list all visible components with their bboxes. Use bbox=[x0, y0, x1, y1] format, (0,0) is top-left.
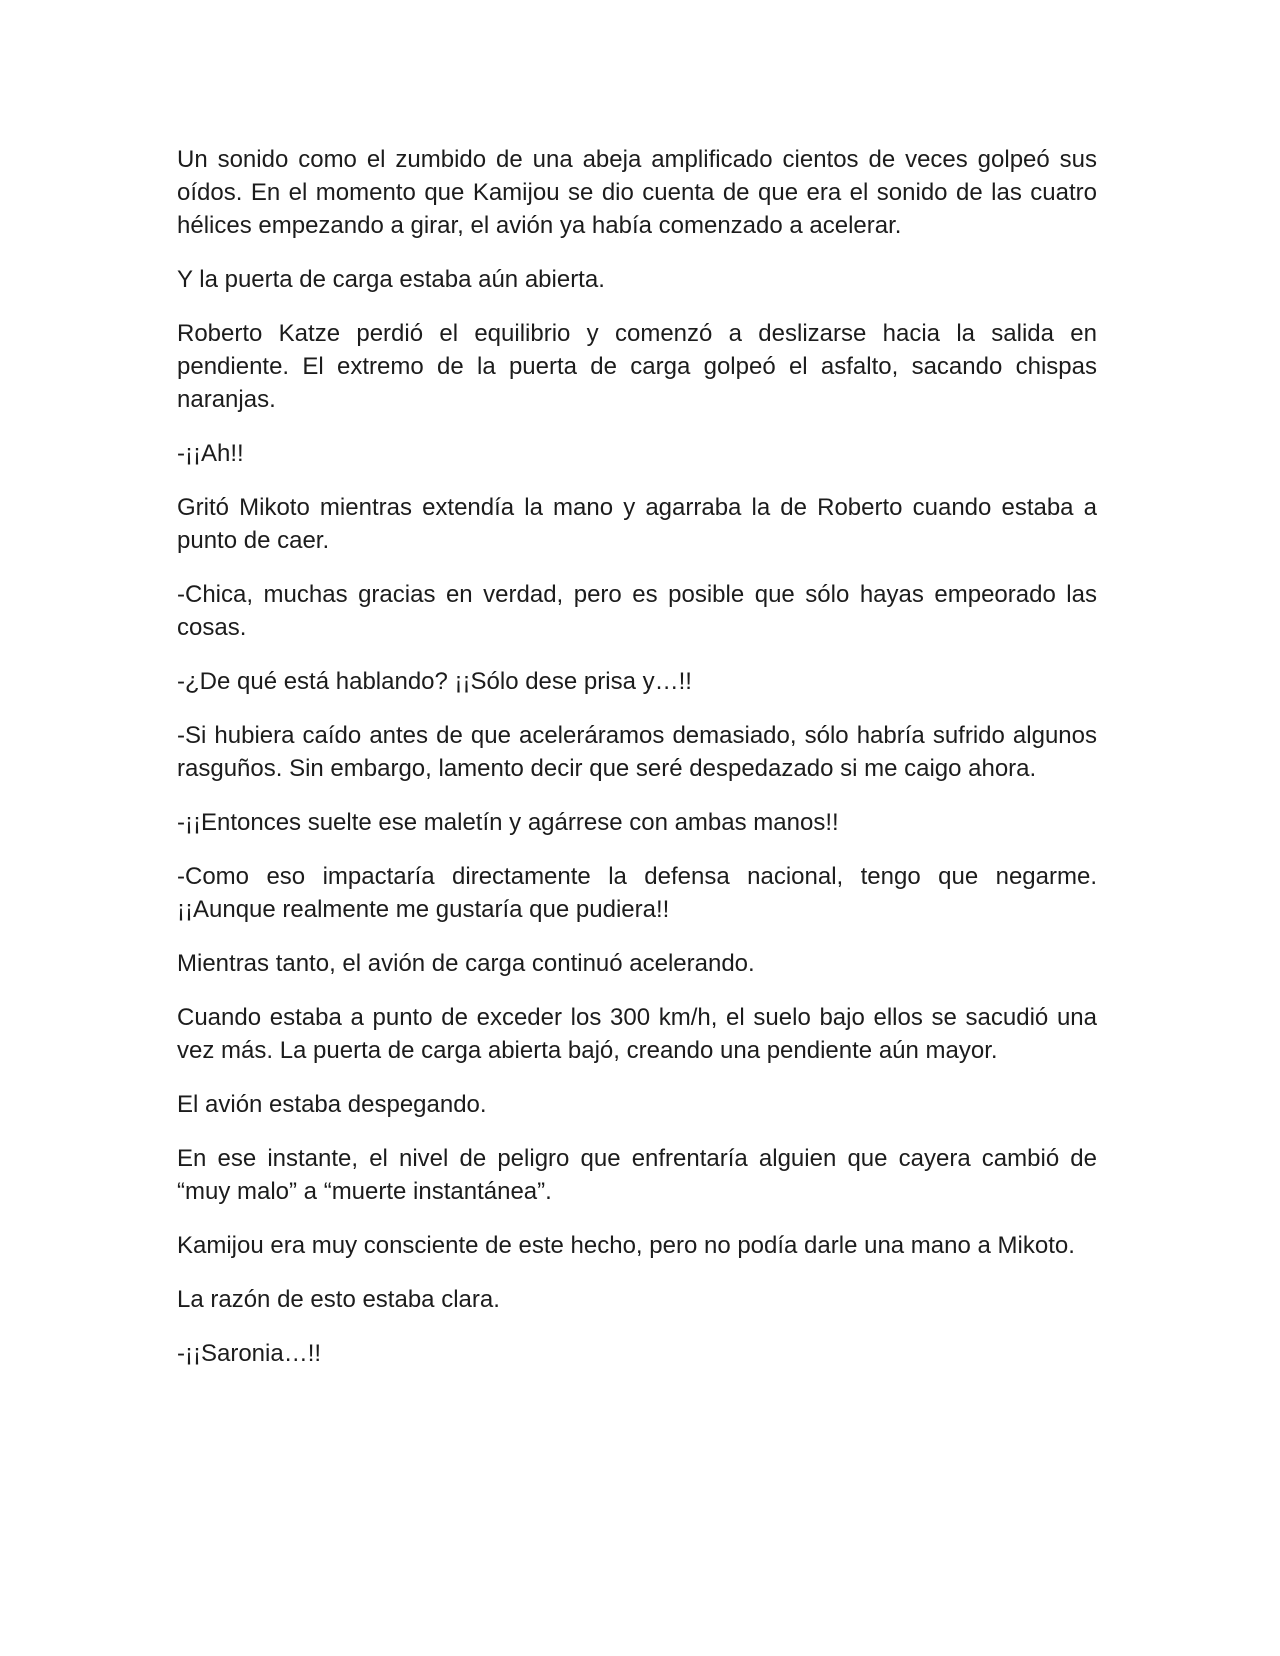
paragraph-8: -Si hubiera caído antes de que aceleráramos demasiado, sólo habría sufrido algunos rasguños. Sin embargo, lamento decir que seré despedazado si me caigo ahora. bbox=[177, 722, 1097, 782]
paragraph-16: La razón de esto estaba clara. bbox=[177, 1286, 500, 1313]
paragraph-9: -¡¡Entonces suelte ese maletín y agárrese con ambas manos!! bbox=[177, 809, 839, 836]
paragraph-15: Kamijou era muy consciente de este hecho, pero no podía darle una mano a Mikoto. bbox=[177, 1232, 1075, 1259]
paragraph-6: -Chica, muchas gracias en verdad, pero es posible que sólo hayas empeorado las cosas. bbox=[177, 581, 1097, 641]
paragraph-2: Y la puerta de carga estaba aún abierta. bbox=[177, 266, 605, 293]
paragraph-12: Cuando estaba a punto de exceder los 300 km/h, el suelo bajo ellos se sacudió una vez más. La puerta de carga abierta bajó, creando una pendiente aún mayor. bbox=[177, 1004, 1097, 1064]
paragraph-17: -¡¡Saronia…!! bbox=[177, 1340, 322, 1367]
paragraph-3: Roberto Katze perdió el equilibrio y comenzó a deslizarse hacia la salida en pendiente. El extremo de la puerta de carga golpeó el asfalto, sacando chispas naranjas. bbox=[177, 320, 1097, 413]
paragraph-13: El avión estaba despegando. bbox=[177, 1091, 487, 1118]
paragraph-5: Gritó Mikoto mientras extendía la mano y agarraba la de Roberto cuando estaba a punto de caer. bbox=[177, 494, 1097, 554]
paragraph-11: Mientras tanto, el avión de carga continuó acelerando. bbox=[177, 950, 755, 977]
paragraph-10: -Como eso impactaría directamente la defensa nacional, tengo que negarme. ¡¡Aunque realmente me gustaría que pudiera!! bbox=[177, 863, 1097, 923]
paragraph-4: -¡¡Ah!! bbox=[177, 440, 244, 467]
paragraph-1: Un sonido como el zumbido de una abeja amplificado cientos de veces golpeó sus oídos. En el momento que Kamijou se dio cuenta de que era el sonido de las cuatro hélices empezando a girar, el avión ya había comenzado a acelerar. bbox=[177, 146, 1097, 239]
paragraph-14: En ese instante, el nivel de peligro que enfrentaría alguien que cayera cambió de “muy malo” a “muerte instantánea”. bbox=[177, 1145, 1097, 1205]
document-body bbox=[177, 143, 1097, 1391]
paragraph-7: -¿De qué está hablando? ¡¡Sólo dese prisa y…!! bbox=[177, 668, 692, 695]
